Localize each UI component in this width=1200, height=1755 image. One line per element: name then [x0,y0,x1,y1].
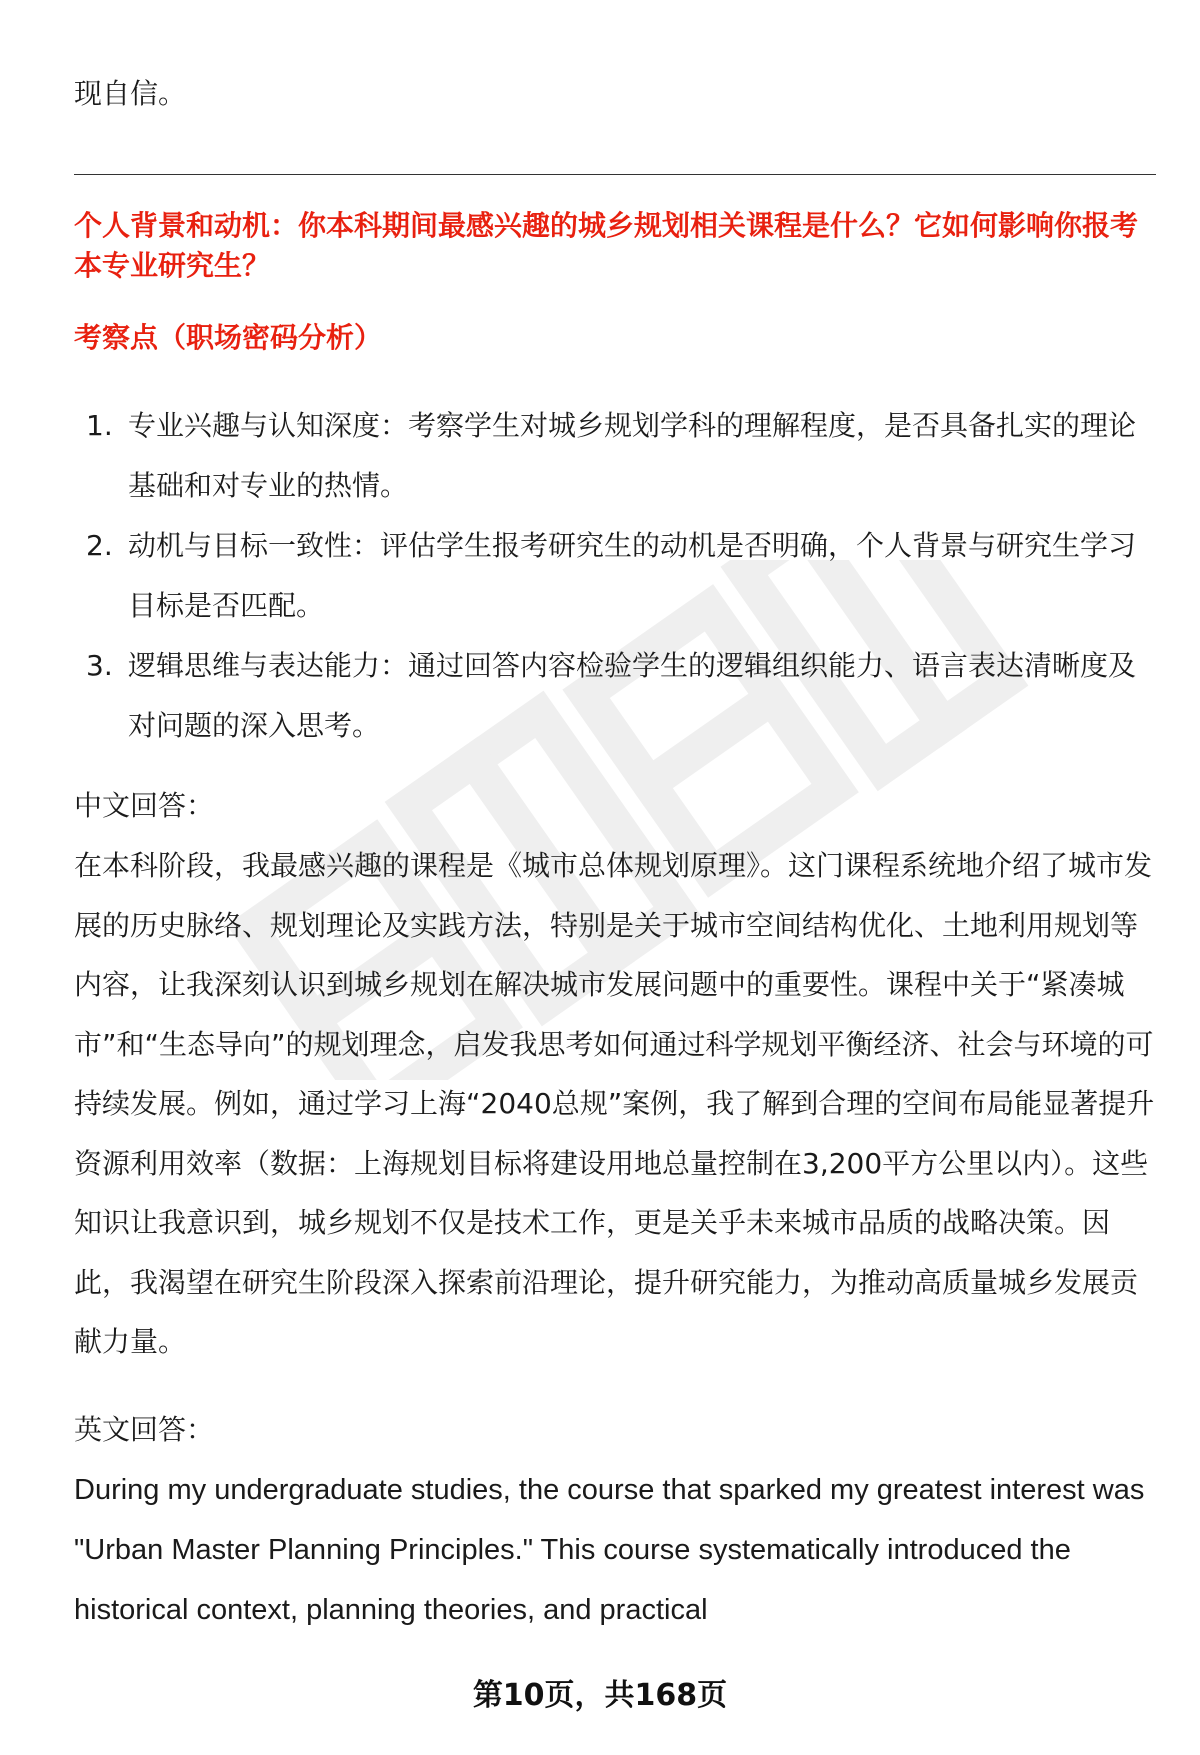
assessment-points-list [74,396,1156,756]
list-item [74,636,1156,756]
list-item-text: 动机与目标一致性：评估学生报考研究生的动机是否明确，个人背景与研究生学习目标是否匹配。 [128,529,1137,622]
list-item [74,516,1156,636]
assessment-points-title: 考察点（职场密码分析） [74,321,383,354]
english-answer-text: During my undergraduate studies, the course that sparked my greatest interest was "Urban Master Planning Principles." This course systematically introduced the historical context, planning theories, and practical [74,1474,1145,1626]
list-item-number: 2. [86,529,113,562]
question-heading: 个人背景和动机：你本科期间最感兴趣的城乡规划相关课程是什么？它如何影响你报考本专业研究生？ [74,209,1139,282]
list-item-text: 专业兴趣与认知深度：考察学生对城乡规划学科的理解程度，是否具备扎实的理论基础和对专业的热情。 [128,409,1137,502]
carry-over-text: 现自信。 [74,77,187,110]
list-item-number: 1. [86,409,113,442]
chinese-answer-text: 在本科阶段，我最感兴趣的课程是《城市总体规划原理》。这门课程系统地介绍了城市发展的历史脉络、规划理论及实践方法，特别是关于城市空间结构优化、土地利用规划等内容，让我深刻认识到城乡规划在解决城市发展问题中的重要性。课程中关于“紧凑城市”和“生态导向”的规划理念，启发我思考如何通过科学规划平衡经济、社会与环境的可持续发展。例如，通过学习上海“2040总规”案例，我了解到合理的空间布局能显著提升资源利用效率（数据：上海规划目标将建设用地总量控制在3,200平方公里以内）。这些知识让我意识到，城乡规划不仅是技术工作，更是关乎未来城市品质的战略决策。因此，我渴望在研究生阶段深入探索前沿理论，提升研究能力，为推动高质量城乡发展贡献力量。 [74,849,1155,1358]
english-answer-label: 英文回答： [74,1413,215,1446]
page-indicator: 第10页，共168页 [472,1678,728,1713]
list-item [74,396,1156,516]
list-item-number: 3. [86,649,113,682]
list-item-text: 逻辑思维与表达能力：通过回答内容检验学生的逻辑组织能力、语言表达清晰度及对问题的深入思考。 [128,649,1137,742]
chinese-answer-label: 中文回答： [74,789,215,822]
section-divider [74,174,1156,175]
